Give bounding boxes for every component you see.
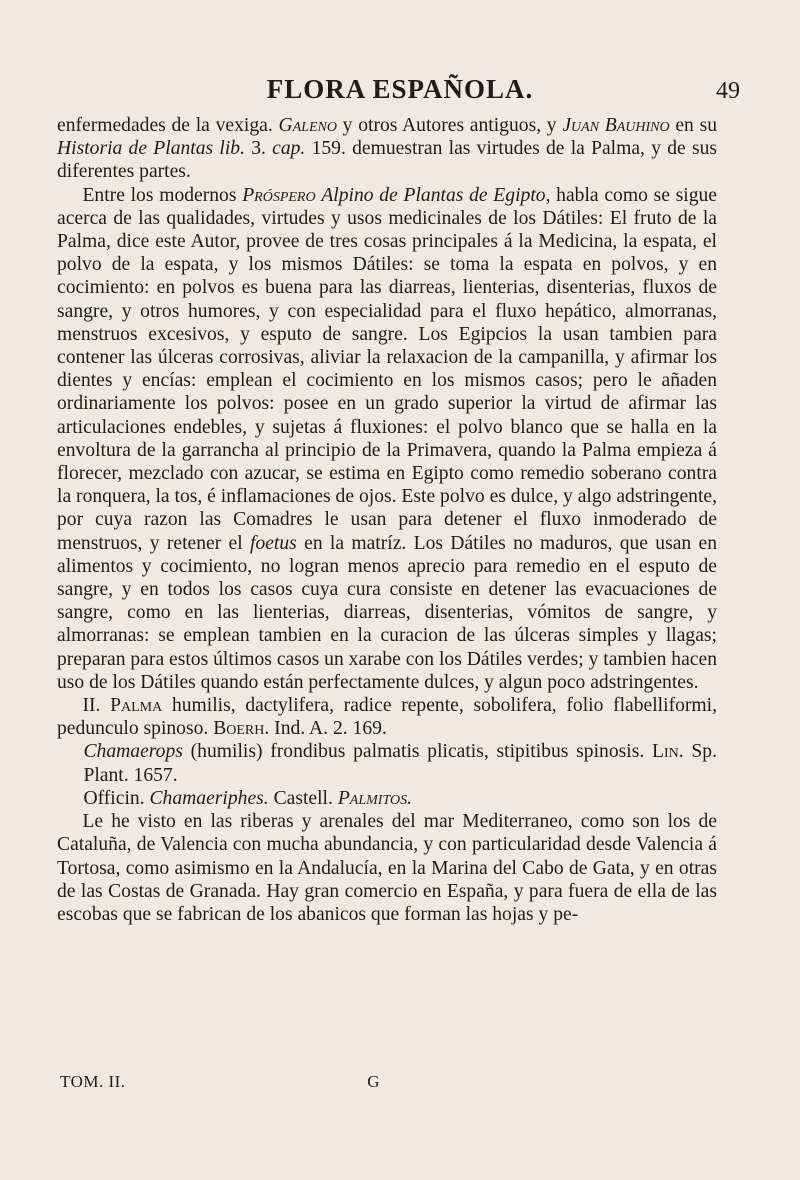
text-run: 159. demuestran las virtudes de la Palma, y de sus diferentes partes. (57, 138, 717, 183)
signature-mark: G (367, 1072, 380, 1091)
genus-palma: Palma (110, 695, 163, 717)
entry-number: II. (82, 695, 101, 717)
body-text (57, 114, 717, 926)
author-boerh: Boerh. (213, 718, 270, 740)
text-run: (humilis) frondibus palmatis plicatis, stipitibus spinosis. (182, 741, 652, 763)
text-run: en la matríz. Los Dátiles no maduros, que usan en alimentos y cocimiento, no logran menos aprecio para remedio en el esputo de sangre, y en todos los casos cuya cura consiste en detener las evacuaciones de sangre, como en las lienterias, diarreas, disenterias, vómitos de sangre, y almorranas: se emplean tambien en la curacion de las úlceras simples y llagas; preparan para estos últimos casos un xarabe con los Dátiles verdes; y tambien hacen uso de los Dátiles quando están perfectamente dulces, y algun poco adstringentes. (57, 532, 718, 693)
text-run: y otros Autores antiguos, y (336, 115, 563, 136)
text-run: Sp. Plant. 1657. (83, 741, 717, 786)
text-run: Castell. (268, 787, 338, 809)
synonym-chamaerops (57, 740, 717, 786)
page-header (60, 74, 740, 114)
common-name-palmitos: Palmitos. (337, 787, 412, 809)
paragraph-habitat: Le he visto en las riberas y arenales del mar Mediterraneo, como son los de Cataluña, de Valencia con mucha abundancia, y con particularidad desde Valencia á Tortosa, como asimismo en la Andalucía, en la Marina del Cabo de Gata, y en otras de las Costas de Granada. Hay gran comercio en España, y para fuera de ella de las escobas que se fabrican de los abanicos que forman las hojas y pe- (57, 811, 717, 925)
page-number: 49 (716, 78, 740, 104)
paragraph-2 (57, 184, 717, 694)
author-prospero: Próspero (242, 184, 316, 206)
text-run: Entre los modernos (82, 184, 243, 206)
work-title: Historia de Plantas lib. (57, 138, 245, 160)
text-run: Officin. (83, 787, 150, 809)
cap-abbrev: cap. (272, 138, 306, 160)
author-galeno: Galeno (278, 115, 337, 136)
text-run: humilis, dactylifera, radice repente, sobolifera, folio flabelliformi, pedunculo spinoso. (57, 695, 718, 740)
running-head: FLORA ESPAÑOLA. (266, 74, 534, 104)
work-title-alpino: Alpino de Plantas de Egipto (321, 184, 546, 206)
term-foetus: foetus (250, 532, 297, 554)
text-run: Ind. A. 2. 169. (269, 718, 387, 740)
author-juan-bauhino: Juan Bauhino (562, 115, 670, 136)
officinal-name (57, 787, 717, 810)
text-run: 3. (244, 138, 273, 160)
author-lin: Lin. (651, 741, 684, 763)
volume-label: TOM. II. (60, 1072, 126, 1091)
genus-chamaerops: Chamaerops (83, 741, 183, 763)
page-footer (60, 1072, 380, 1092)
text-run (100, 695, 110, 716)
paragraph-1 (57, 114, 717, 184)
name-chamaeriphes: Chamaeriphes. (149, 787, 269, 809)
text-run: , habla como se sigue acerca de las qualidades, virtudes y usos medicinales de los Dátiles: El fruto de la Palma, dice este Autor, provee de tres cosas principales á la Medicina, la espata, el polvo de la espata, y los mismos Dátiles: se toma la espata en polvos, y en cocimiento: en polvos es buena para las diarreas, lienterias, disenterias, fluxos de sangre, y otros humores, y con especialidad para el fluxo hepático, almorranas, menstruos excesivos, y esputo de sangre. Los Egipcios la usan tambien para contener las úlceras corrosivas, aliviar la relaxacion de la campanilla, y afirmar los dientes y encías: emplean el cocimiento en los mismos casos; pero le añaden ordinariamente los polvos: posee en un grado superior la virtud de afirmar las articulaciones endebles, y sujetas á fluxiones: el polvo blanco que se halla en la envoltura de la garrancha al principio de la Primavera, quando la Palma empieza á florecer, mezclado con azucar, se estima en Egipto como remedio soberano contra la ronquera, la tos, é inflamaciones de ojos. Este polvo es dulce, y algo adstringente, por cuya razon las Comadres le usan para detener el fluxo inmoderado de menstruos, y retener el (57, 184, 718, 554)
text-run: enfermedades de la vexiga. (57, 115, 279, 136)
entry-palma-humilis (57, 694, 717, 740)
text-run: en su (669, 115, 717, 136)
